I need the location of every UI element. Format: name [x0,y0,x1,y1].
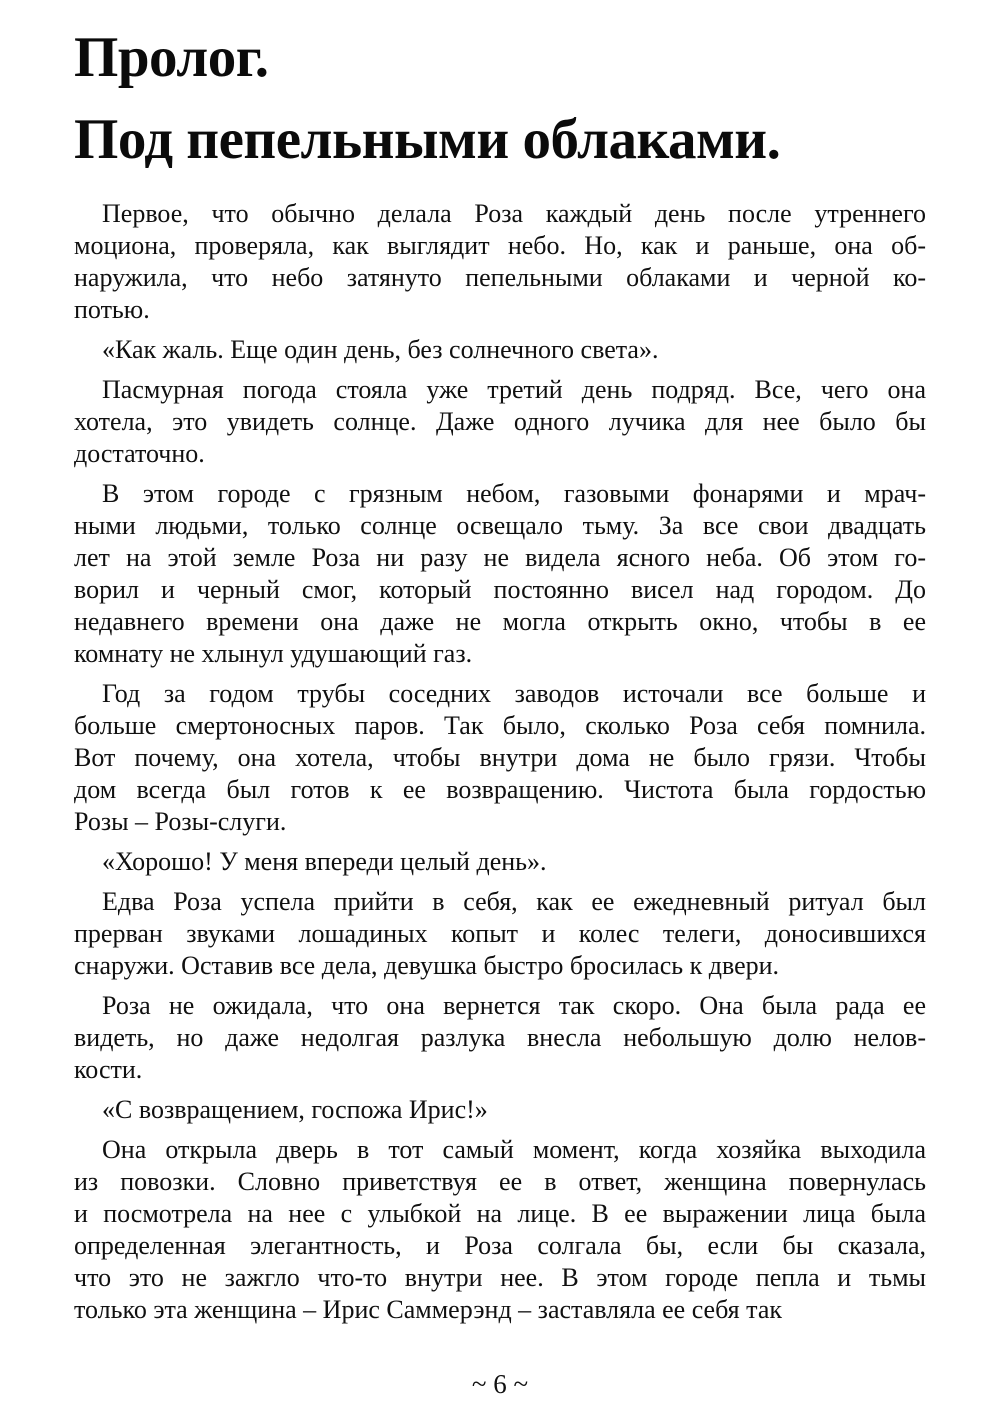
text-line: видеть, но даже недолгая разлука внесла небольшую долю нелов- [74,1023,926,1052]
page-number: ~ 6 ~ [471,1369,529,1399]
text-line: только эта женщина – Ирис Саммерэнд – заставляла ее себя так [74,1295,782,1324]
text-line: снаружи. Оставив все дела, девушка быстро бросилась к двери. [74,951,780,980]
paragraph [74,678,926,838]
text-line: Розы – Розы-слуги. [74,807,287,836]
text-line: больше смертоносных паров. Так было, сколько Роза себя помнила. [74,711,926,740]
text-line: прерван звуками лошадиных копыт и колес телеги, доносившихся [74,919,926,948]
text-line: Пасмурная погода стояла уже третий день подряд. Все, чего она [102,375,926,404]
paragraph [74,886,926,982]
dialogue-paragraph [74,846,926,878]
text-line: недавнего времени она даже не могла открыть окно, чтобы в ее [74,607,926,636]
body-text [74,198,926,1326]
text-line: дом всегда был готов к ее возвращению. Чистота была гордостью [74,775,926,804]
text-line: достаточно. [74,439,205,468]
paragraph [74,1134,926,1326]
text-line: кости. [74,1055,143,1084]
dialogue-paragraph [74,334,926,366]
text-line: комнату не хлынул удушающий газ. [74,639,473,668]
text-line: из повозки. Словно приветствуя ее в ответ, женщина повернулась [74,1167,926,1196]
dialogue-paragraph [74,1094,926,1126]
text-line: Вот почему, она хотела, чтобы внутри дома не было грязи. Чтобы [74,743,926,772]
text-line: Она открыла дверь в тот самый момент, когда хозяйка выходила [102,1135,926,1164]
text-line: хотела, это увидеть солнце. Даже одного лучика для нее было бы [74,407,926,436]
paragraph [74,198,926,326]
text-line: «С возвращением, госпожа Ирис!» [102,1095,488,1124]
text-line: Год за годом трубы соседних заводов источали все больше и [102,679,926,708]
text-line: Первое, что обычно делала Роза каждый день после утреннего [102,199,926,228]
paragraph [74,478,926,670]
text-line: «Хорошо! У меня впереди целый день». [102,847,547,876]
text-line: ворил и черный смог, который постоянно висел над городом. До [74,575,926,604]
text-line: В этом городе с грязным небом, газовыми фонарями и мрач- [102,479,926,508]
prologue-heading: Пролог. [74,26,269,89]
text-line: что это не зажгло что-то внутри нее. В этом городе пепла и тьмы [74,1263,926,1292]
text-line: моциона, проверяла, как выглядит небо. Но, как и раньше, она об- [74,231,926,260]
text-line: лет на этой земле Роза ни разу не видела ясного неба. Об этом го- [74,543,926,572]
chapter-title: Под пепельными облаками. [74,108,781,171]
paragraph [74,374,926,470]
text-line: Роза не ожидала, что она вернется так скоро. Она была рада ее [102,991,926,1020]
text-line: потью. [74,295,150,324]
text-line: «Как жаль. Еще один день, без солнечного света». [102,335,659,364]
text-line: Едва Роза успела прийти в себя, как ее ежедневный ритуал был [102,887,926,916]
text-line: наружила, что небо затянуто пепельными облаками и черной ко- [74,263,926,292]
text-line: и посмотрела на нее с улыбкой на лице. В ее выражении лица была [74,1199,926,1228]
paragraph [74,990,926,1086]
text-line: ными людьми, только солнце освещало тьму. За все свои двадцать [74,511,926,540]
text-line: определенная элегантность, и Роза солгала бы, если бы сказала, [74,1231,926,1260]
